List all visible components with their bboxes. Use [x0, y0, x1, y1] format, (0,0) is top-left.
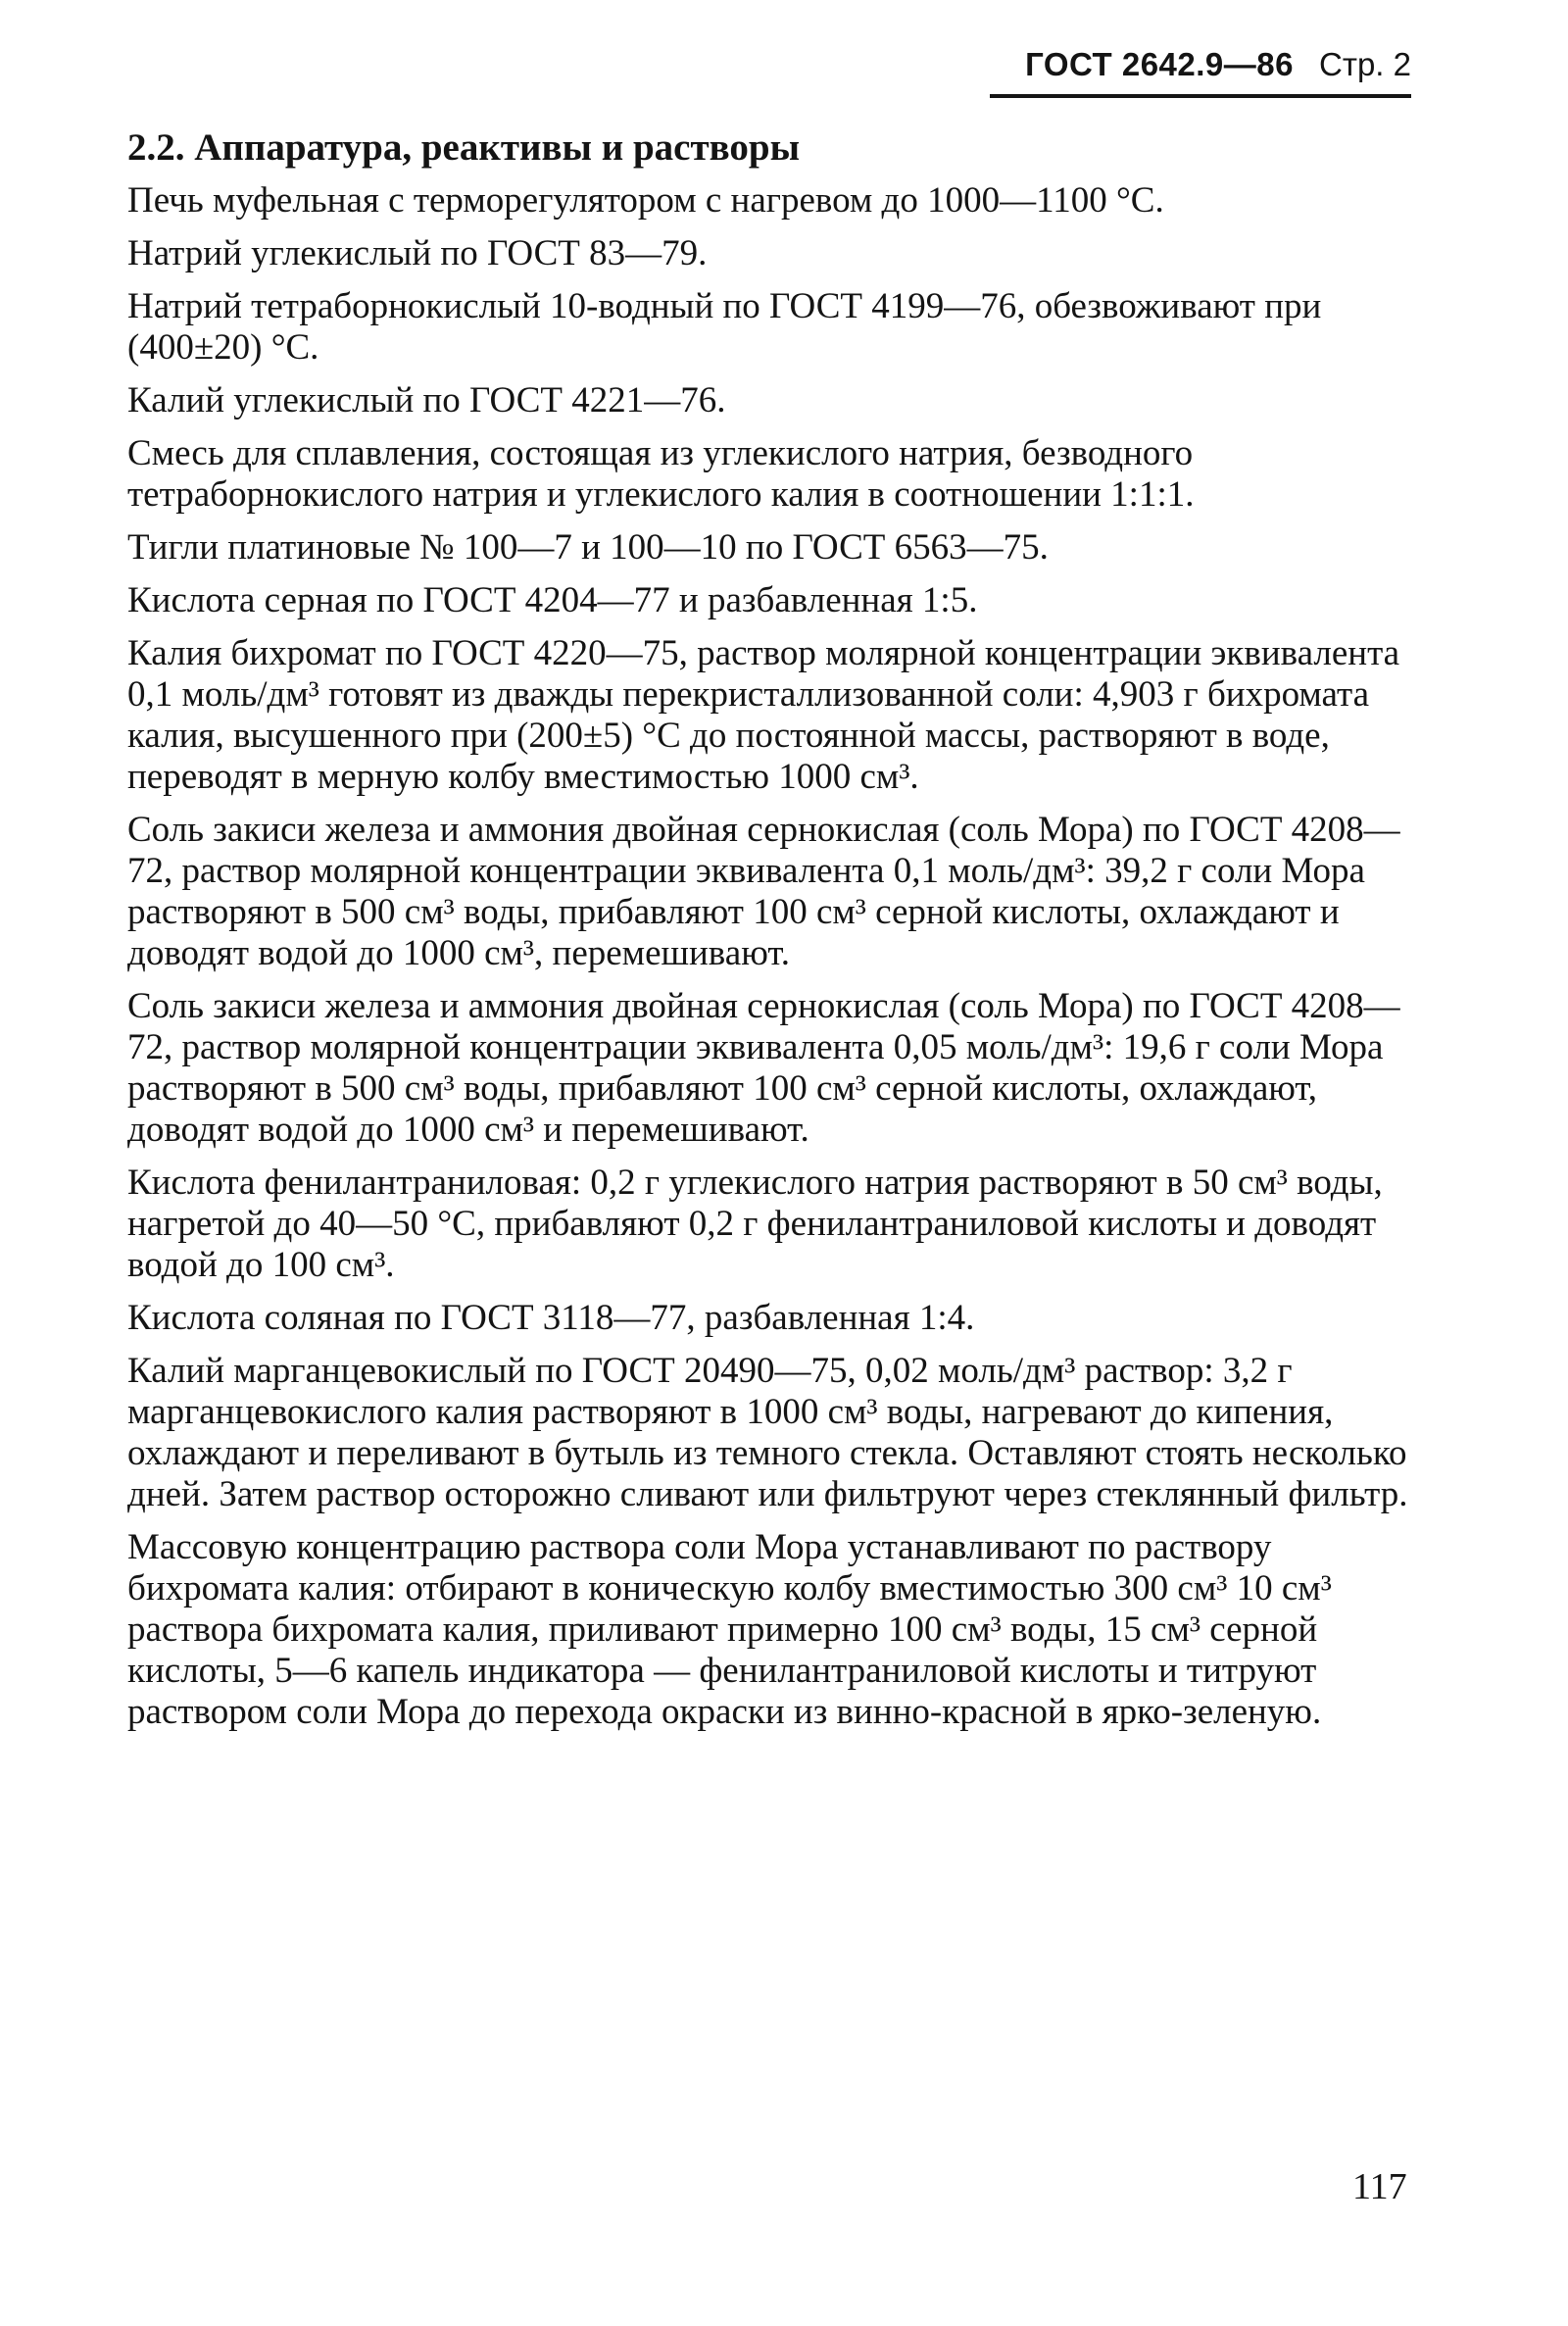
- paragraph-sulfuric-acid: Кислота серная по ГОСТ 4204—77 и разбавленная 1:5.: [127, 580, 978, 620]
- paragraph-potassium-permanganate: Калий марганцевокислый по ГОСТ 20490—75, 0,02 моль/дм³ раствор: 3,2 г марганцевокислого калия растворяют в 1000 см³ воды, нагревают до кипения, охлаждают и переливают в бутыль из темного стекла. Оставляют стоять несколько дней. Затем раствор осторожно сливают или фильтруют через стеклянный фильтр.: [127, 1351, 1408, 1514]
- page-number: 117: [1352, 2166, 1407, 2207]
- paragraph-phenylanthranilic-acid: Кислота фенилантраниловая: 0,2 г углекислого натрия растворяют в 50 см³ воды, нагретой до 40—50 °С, прибавляют 0,2 г фенилантраниловой кислоты и доводят водой до 100 см³.: [127, 1163, 1383, 1285]
- paragraph-fusion-mixture: Смесь для сплавления, состоящая из углекислого натрия, безводного тетраборнокислого натрия и углекислого калия в соотношении 1:1:1.: [127, 433, 1195, 515]
- paragraph-platinum-crucibles: Тигли платиновые № 100—7 и 100—10 по ГОСТ 6563—75.: [127, 527, 1049, 568]
- paragraph-potassium-carbonate: Калий углекислый по ГОСТ 4221—76.: [127, 380, 726, 421]
- paragraph-sodium-tetraborate: Натрий тетраборнокислый 10-водный по ГОСТ 4199—76, обезвоживают при (400±20) °С.: [127, 286, 1322, 368]
- paragraph-sodium-carbonate: Натрий углекислый по ГОСТ 83—79.: [127, 233, 708, 273]
- running-header: [990, 45, 1411, 98]
- section-heading: 2.2. Аппаратура, реактивы и растворы: [127, 126, 801, 169]
- paragraph-hydrochloric-acid: Кислота соляная по ГОСТ 3118—77, разбавленная 1:4.: [127, 1298, 975, 1338]
- paragraph-mohr-salt-standardization: Массовую концентрацию раствора соли Мора устанавливают по раствору бихромата калия: отбирают в коническую колбу вместимостью 300 см³ 10 см³ раствора бихромата калия, приливают примерно 100 см³ воды, 15 см³ серной кислоты, 5—6 капель индикатора — фенилантраниловой кислоты и титруют раствором соли Мора до перехода окраски из винно-красной в ярко-зеленую.: [127, 1527, 1332, 1732]
- paragraph-muffle-furnace: Печь муфельная с терморегулятором с нагревом до 1000—1100 °С.: [127, 180, 1164, 221]
- paragraph-mohr-salt-01: Соль закиси железа и аммония двойная сернокислая (соль Мора) по ГОСТ 4208—72, раствор молярной концентрации эквивалента 0,1 моль/дм³: 39,2 г соли Мора растворяют в 500 см³ воды, прибавляют 100 см³ серной кислоты, охлаждают и доводят водой до 1000 см³, перемешивают.: [127, 810, 1400, 973]
- paragraph-potassium-dichromate: Калия бихромат по ГОСТ 4220—75, раствор молярной концентрации эквивалента 0,1 моль/дм³ готовят из дважды перекристаллизованной соли: 4,903 г бихромата калия, высушенного при (200±5) °С до постоянной массы, растворяют в воде, переводят в мерную колбу вместимостью 1000 см³.: [127, 633, 1400, 797]
- body-text: [127, 127, 1431, 1745]
- page-label: Стр. 2: [1319, 46, 1411, 82]
- paragraph-mohr-salt-005: Соль закиси железа и аммония двойная сернокислая (соль Мора) по ГОСТ 4208—72, раствор молярной концентрации эквивалента 0,05 моль/дм³: 19,6 г соли Мора растворяют в 500 см³ воды, прибавляют 100 см³ серной кислоты, охлаждают, доводят водой до 1000 см³ и перемешивают.: [127, 986, 1400, 1150]
- gost-number: ГОСТ 2642.9—86: [1025, 46, 1294, 82]
